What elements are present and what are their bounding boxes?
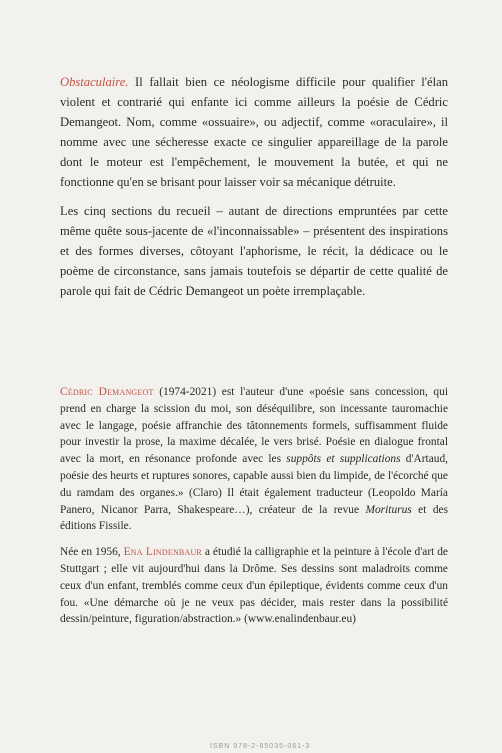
author-bio (60, 384, 448, 535)
biographies (60, 384, 448, 628)
artist-bio-text: Née en 1956, (60, 546, 124, 559)
presentation-text (60, 72, 448, 301)
review-title: Moriturus (365, 503, 412, 516)
author-name: Cédric Demangeot (60, 386, 154, 398)
isbn-fragment: ISBN 978-2-85035-061-3 (210, 743, 311, 750)
artist-bio (60, 544, 448, 628)
artaud-work-title: suppôts et supplications (286, 453, 401, 466)
author-bio-text: et des éditions Fissile. (60, 503, 448, 533)
paragraph-text: Il fallait bien ce néologisme difficile pour qualifier l'élan violent et contrarié qui enfante ici comme ailleurs la poésie de Cédric Demangeot. Nom, comme «ossuaire», ou adjectif, comme «oraculaire», il nomme avec une sécheresse exacte ce singulier appareillage de la parole dont le moteur est l'empêchement, le mouvement la butée, et qui ne fonctionne qu'en se brisant pour laisser voir sa mécanique détruite. (60, 75, 448, 189)
artist-bio-text: a étudié la calligraphie et la peinture à l'école d'art de Stuttgart ; elle vit aujourd'hui dans la Drôme. Ses dessins sont maladroits comme ceux d'un enfant, tremblés comme ceux d'un épileptique, évidents comme ceux d'un fou. «Une démarche où je ne veux pas décider, mais rester dans la possibilité dessin/peinture, figuration/abstraction.» (www.enalindenbaur.eu) (60, 546, 448, 626)
artist-name: Ena Lindenbaur (123, 546, 202, 559)
paragraph-obstaculaire (60, 72, 448, 192)
author-bio-text: (1974-2021) est l'auteur d'une «poésie sans concession, qui prend en charge la scission du moi, son déséquilibre, son incessante tauromachie avec le langage, poésie affranchie des tâtonnements formels, suffisamment fluide pour investir la prose, la maxime décalée, le vers brisé. Poésie en dialogue frontal avec la mort, en résonance profonde avec les (60, 386, 448, 466)
author-bio-text: d'Artaud, poésie des heurts et ruptures sonores, capable aussi bien du limpide, de l'écorché que du ramdam des organes.» (Claro) Il était également traducteur (Leopoldo María Panero, Nicanor Parra, Shakespeare…), créateur de la revue (60, 453, 448, 516)
paragraph-sections: Les cinq sections du recueil – autant de directions empruntées par cette même quête sous-jacente de «l'inconnaissable» – présentent des inspirations et des formes diverses, côtoyant l'aphorisme, le récit, la dédicace ou le poème de circonstance, sans jamais toutefois se départir de cette qualité de parole qui fait de Cédric Demangeot un poète irremplaçable. (60, 204, 448, 298)
title-word-obstaculaire: Obstaculaire. (60, 75, 129, 89)
